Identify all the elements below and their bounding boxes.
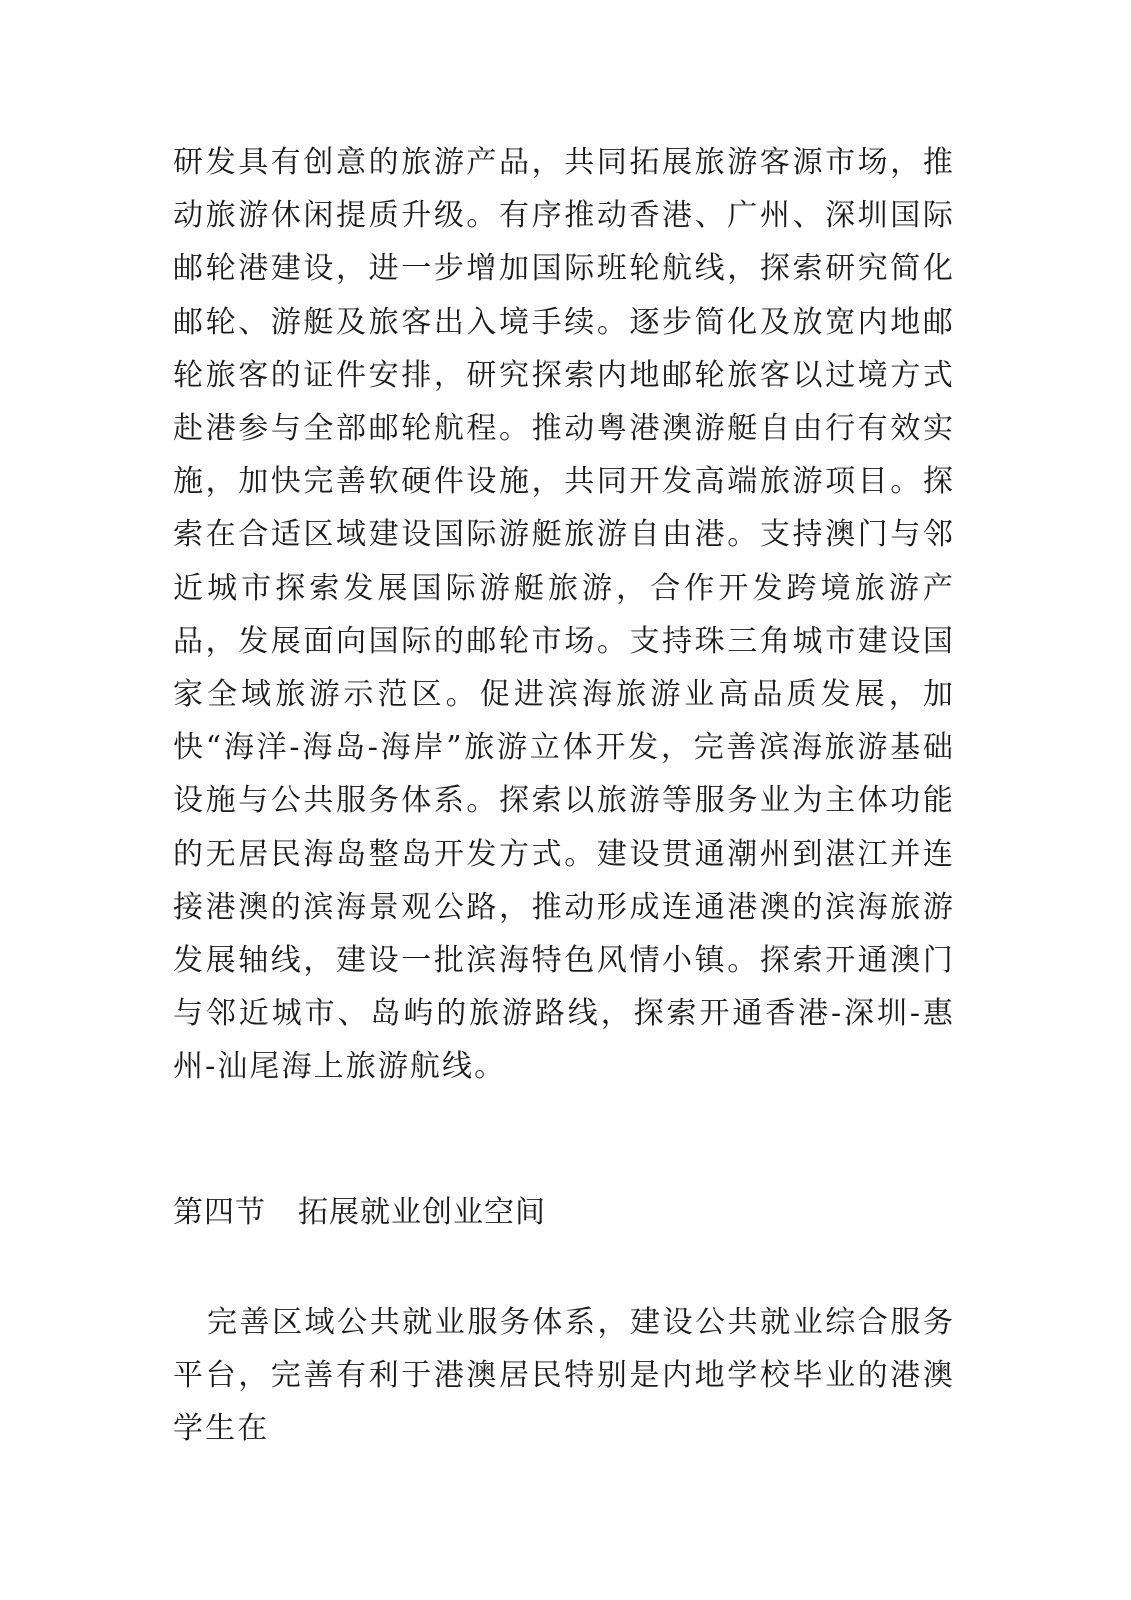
section-number: 第四节 bbox=[173, 1195, 266, 1230]
body-paragraph-employment: 完善区域公共就业服务体系，建设公共就业综合服务平台，完善有利于港澳居民特别是内地学校毕业的港澳学生在 bbox=[173, 1305, 955, 1447]
section-heading bbox=[173, 1186, 546, 1239]
section-title: 拓展就业创业空间 bbox=[298, 1195, 546, 1230]
body-paragraph-tourism: 研发具有创意的旅游产品，共同拓展旅游客源市场，推动旅游休闲提质升级。有序推动香港、广州、深圳国际邮轮港建设，进一步增加国际班轮航线，探索研究简化邮轮、游艇及旅客出入境手续。逐步简化及放宽内地邮轮旅客的证件安排，研究探索内地邮轮旅客以过境方式赴港参与全部邮轮航程。推动粤港澳游艇自由行有效实施，加快完善软硬件设施，共同开发高端旅游项目。探索在合适区域建设国际游艇旅游自由港。支持澳门与邻近城市探索发展国际游艇旅游，合作开发跨境旅游产品，发展面向国际的邮轮市场。支持珠三角城市建设国家全域旅游示范区。促进滨海旅游业高品质发展，加快“海洋-海岛-海岸”旅游立体开发，完善滨海旅游基础设施与公共服务体系。探索以旅游等服务业为主体功能的无居民海岛整岛开发方式。建设贯通潮州到湛江并连接港澳的滨海景观公路，推动形成连通港澳的滨海旅游发展轴线，建设一批滨海特色风情小镇。探索开通澳门与邻近城市、岛屿的旅游路线，探索开通香港-深圳-惠州-汕尾海上旅游航线。 bbox=[173, 145, 955, 1085]
